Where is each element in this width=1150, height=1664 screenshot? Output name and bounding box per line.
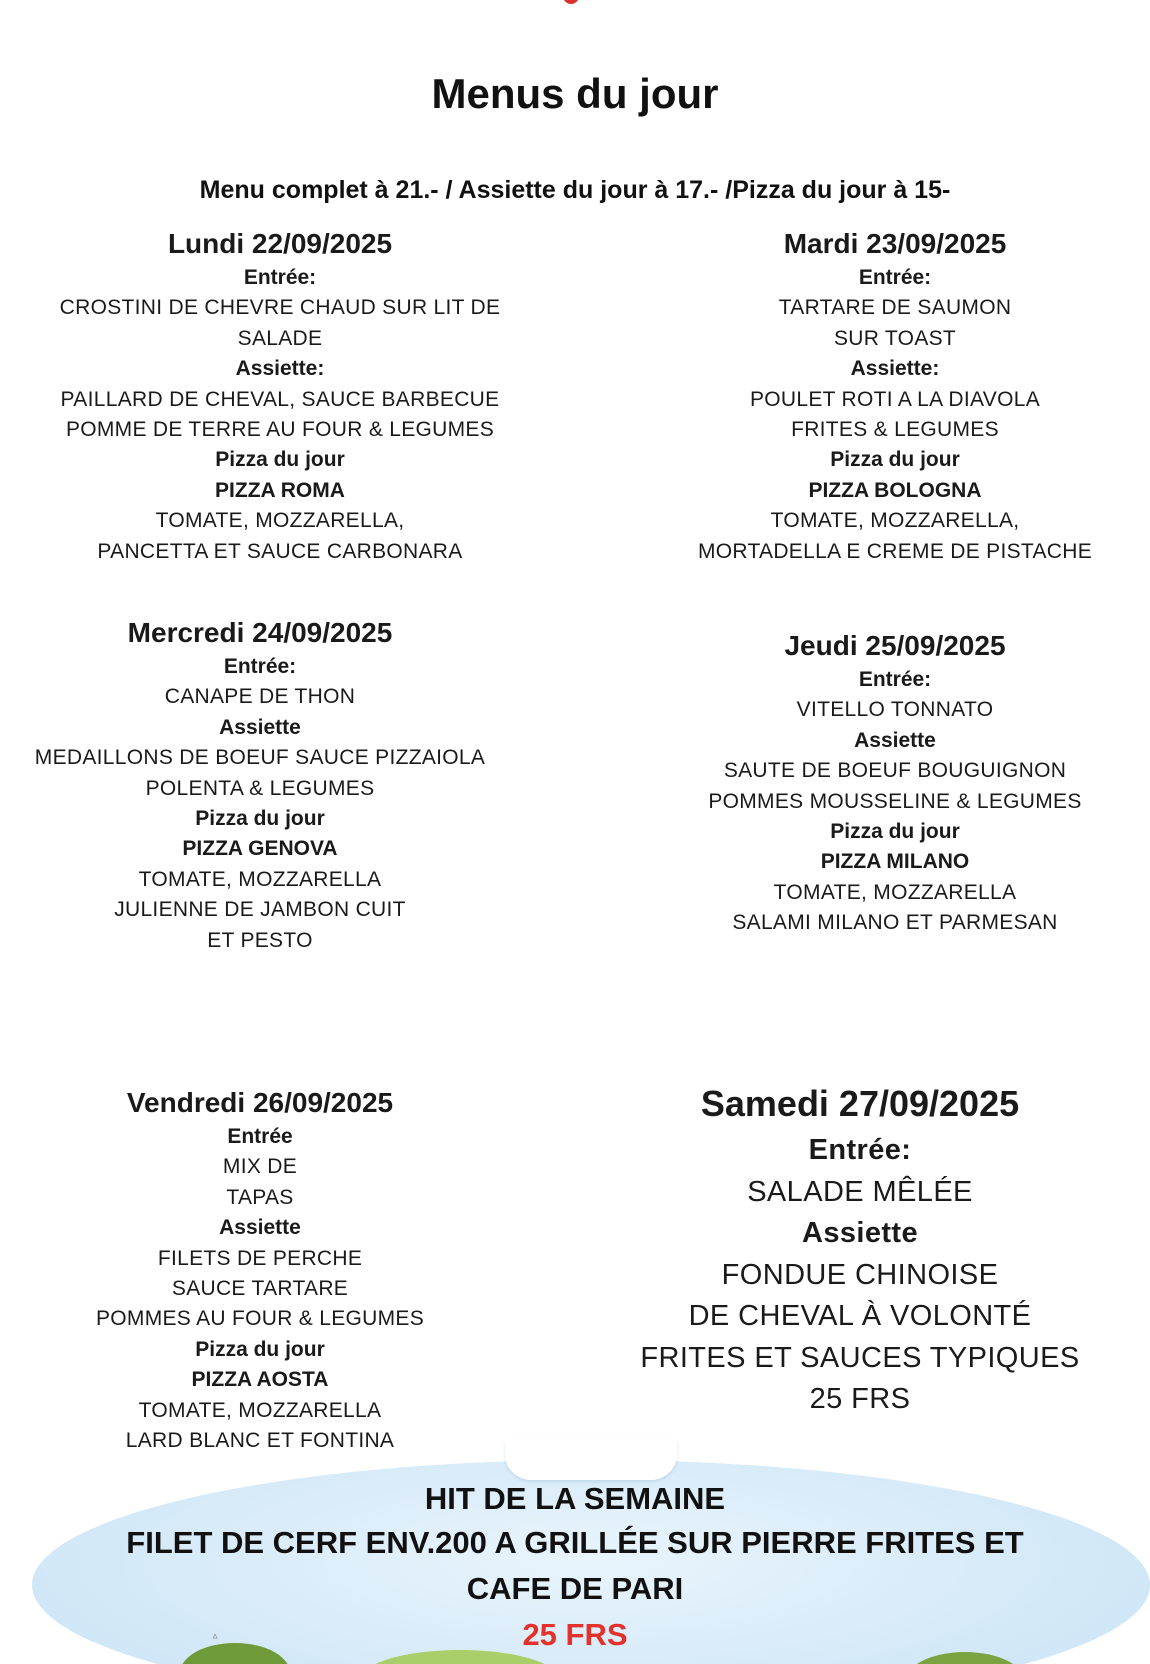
menu-item-line: SUR TOAST <box>833 326 957 350</box>
day-title: Samedi 27/09/2025 <box>700 1083 1020 1124</box>
menu-item-line: FRITES & LEGUMES <box>791 418 999 442</box>
menu-item-line: SALADE MÊLÉE <box>747 1175 973 1208</box>
menu-section-label: PIZZA MILANO <box>820 850 970 874</box>
menu-item-line: TOMATE, MOZZARELLA <box>138 867 382 891</box>
menu-item-line: POMME DE TERRE AU FOUR & LEGUMES <box>65 418 495 442</box>
day-title: Mardi 23/09/2025 <box>783 228 1007 259</box>
menu-item-line: FILETS DE PERCHE <box>157 1246 363 1270</box>
menu-section-label: PIZZA GENOVA <box>182 837 338 861</box>
price-summary: Menu complet à 21.- / Assiette du jour à 17.- /Pizza du jour à 15- <box>199 176 951 204</box>
menu-item-line: SAUCE TARTARE <box>171 1277 349 1301</box>
menu-item-line: SALAMI MILANO ET PARMESAN <box>732 911 1058 935</box>
menu-item-line: MIX DE <box>222 1155 298 1179</box>
menu-section-label: Entrée: <box>223 655 297 678</box>
menu-item-line: POMMES AU FOUR & LEGUMES <box>95 1307 425 1331</box>
day-thursday <box>675 629 1115 939</box>
menu-section-label: Assiette <box>801 1217 919 1249</box>
page-title: Menus du jour <box>431 70 719 117</box>
menu-item-line: 25 FRS <box>809 1383 911 1415</box>
day-tuesday <box>675 227 1115 567</box>
menu-item-line: ET PESTO <box>207 928 313 952</box>
day-saturday <box>600 1082 1120 1421</box>
menu-section-label: Entrée: <box>243 266 317 289</box>
menu-item-line: DE CHEVAL À VOLONTÉ <box>688 1300 1032 1332</box>
day-wednesday <box>10 616 510 956</box>
menu-item-line: TARTARE DE SAUMON <box>778 296 1012 320</box>
hit-description: FILET DE CERF ENV.200 A GRILLÉE SUR PIERRE FRITES ET CAFE DE PARI <box>126 1525 1024 1606</box>
menu-section-label: Assiette <box>219 715 301 739</box>
menu-section-label: Assiette: <box>235 357 325 381</box>
menu-item-line: PAILLARD DE CHEVAL, SAUCE BARBECUE <box>60 387 500 411</box>
menu-item-line: MEDAILLONS DE BOEUF SAUCE PIZZAIOLA <box>34 746 486 770</box>
menu-section-label: Pizza du jour <box>215 448 345 472</box>
menu-section-label: Pizza du jour <box>195 807 325 831</box>
menu-section-label: Entrée <box>227 1125 293 1148</box>
day-friday <box>50 1086 470 1456</box>
menu-section-label: Assiette: <box>850 357 940 381</box>
menu-section-label: Entrée: <box>858 266 932 289</box>
menu-item-line: MORTADELLA E CREME DE PISTACHE <box>697 539 1093 563</box>
menu-item-line: CANAPE DE THON <box>164 685 356 709</box>
menu-item-line: POMMES MOUSSELINE & LEGUMES <box>708 789 1082 813</box>
day-title: Mercredi 24/09/2025 <box>127 617 393 648</box>
menu-section-label: Pizza du jour <box>195 1337 325 1361</box>
menu-item-line: TAPAS <box>226 1185 294 1209</box>
bird-icon: ᐞ <box>212 1633 218 1645</box>
menu-section-label: PIZZA BOLOGNA <box>808 478 982 502</box>
hit-title: HIT DE LA SEMAINE <box>424 1481 726 1516</box>
day-title: Jeudi 25/09/2025 <box>784 630 1006 661</box>
menu-item-line: TOMATE, MOZZARELLA <box>773 880 1017 904</box>
menu-section-label: Entrée: <box>858 668 932 691</box>
menu-section-label: PIZZA AOSTA <box>191 1368 329 1392</box>
menu-item-line: TOMATE, MOZZARELLA, <box>770 509 1020 533</box>
menu-section-label: Pizza du jour <box>830 448 960 472</box>
menu-item-line: POLENTA & LEGUMES <box>145 776 375 800</box>
menu-item-line: TOMATE, MOZZARELLA, <box>155 509 405 533</box>
menu-item-line: FRITES ET SAUCES TYPIQUES <box>640 1341 1080 1374</box>
menu-item-line: JULIENNE DE JAMBON CUIT <box>114 898 406 922</box>
hit-of-the-week <box>0 1478 1150 1658</box>
day-title: Lundi 22/09/2025 <box>167 228 393 259</box>
menu-section-label: PIZZA ROMA <box>215 478 345 502</box>
menu-item-line: VITELLO TONNATO <box>796 698 994 722</box>
menu-item-line: PANCETTA ET SAUCE CARBONARA <box>97 539 463 563</box>
menu-section-label: Assiette <box>219 1216 301 1240</box>
menu-item-line: FONDUE CHINOISE <box>721 1258 999 1291</box>
day-title: Vendredi 26/09/2025 <box>126 1087 394 1118</box>
menu-section-label: Assiette <box>854 728 936 752</box>
menu-section-label: Pizza du jour <box>830 820 960 844</box>
menu-item-line: CROSTINI DE CHEVRE CHAUD SUR LIT DE <box>59 296 501 320</box>
menu-item-line: POULET ROTI A LA DIAVOLA <box>749 387 1041 411</box>
menu-item-line: TOMATE, MOZZARELLA <box>138 1398 382 1422</box>
menu-item-line: SAUTE DE BOEUF BOUGUIGNON <box>723 759 1067 783</box>
hit-notch <box>505 1440 677 1480</box>
hit-price: 25 FRS <box>522 1617 628 1652</box>
menu-item-line: SALADE <box>237 326 323 350</box>
menu-item-line: LARD BLANC ET FONTINA <box>125 1429 395 1453</box>
day-monday <box>40 227 520 567</box>
menu-section-label: Entrée: <box>808 1134 912 1166</box>
top-logo-fragment <box>563 0 579 4</box>
